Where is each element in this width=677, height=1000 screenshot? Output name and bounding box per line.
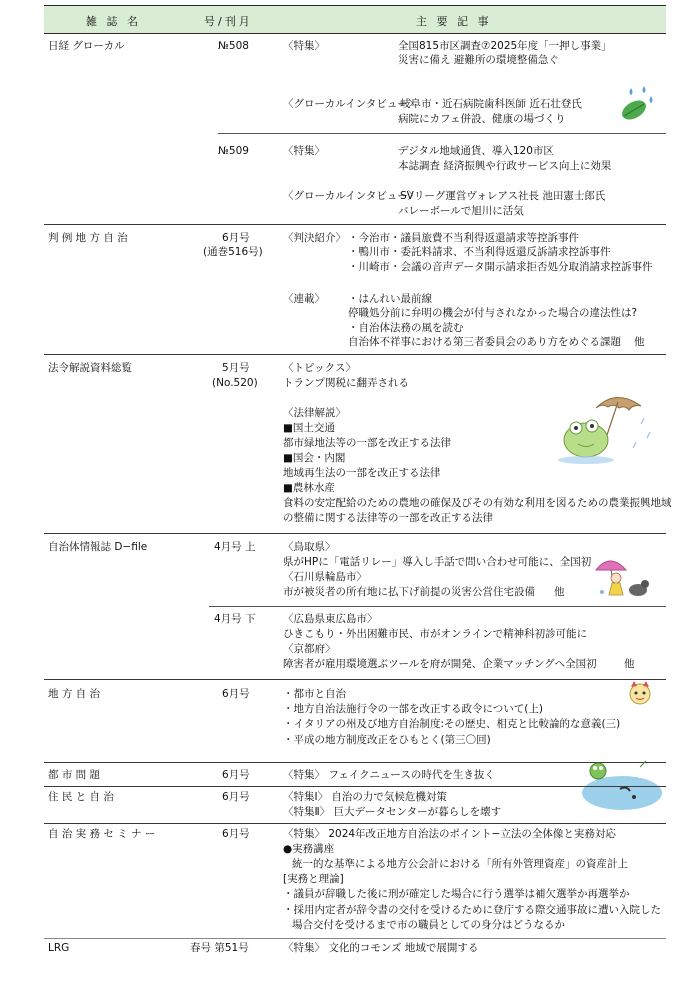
article-line: 〈特集〉 2024年改正地方自治法のポイント−立法の全体像と実務対応 <box>283 828 616 840</box>
section-divider <box>44 786 666 787</box>
header-magazine: 雑 誌 名 <box>86 15 141 28</box>
magazine-name-jumin: 住 民 と 自 治 <box>48 791 114 803</box>
article-line: ・イタリアの州及び地方自治制度:その歴史、相克と比較論的な意義(三) <box>283 718 621 730</box>
issue-jitsumu: 6月号 <box>222 828 250 840</box>
article-line: 〈特集〉 文化的コモンズ 地域で展開する <box>283 942 479 954</box>
article-line: 〈特集Ⅰ〉 自治の力で気候危機対策 <box>283 791 447 803</box>
girl-umbrella-illustration <box>592 552 654 602</box>
article-line: 岐阜市・近石病院歯科医師 近石壮登氏 <box>400 98 582 110</box>
article-tag: 〈特集〉 <box>283 145 325 157</box>
header-articles: 主 要 記 事 <box>416 15 492 28</box>
issue-hanrei-sub: (通巻516号) <box>203 246 263 258</box>
article-line: ひきこもり・外出困難市民、市がオンラインで精神科初診可能に <box>283 628 588 640</box>
article-line: 病院にカフェ併設、健康の場づくり <box>398 113 566 125</box>
issue-nikkei-509: №509 <box>218 145 249 157</box>
article-tag: 〈京都府〉 <box>283 643 336 655</box>
article-line: ・議員が辞職した後に刑が確定した場合に行う選挙は補欠選挙か再選挙か <box>283 888 630 900</box>
magazine-name-lrg: LRG <box>48 942 70 954</box>
article-tag: 〈グローカルインタビュー〉 <box>283 98 419 110</box>
issue-horei-sub: (No.520) <box>212 377 258 389</box>
article-line: デジタル地域通貨、導入120市区 <box>398 145 554 157</box>
article-line: ・鴨川市・委託料請求、不当利得返還反訴請求控訴事件 <box>348 246 611 258</box>
article-tag: 〈石川県輪島市〉 <box>283 571 367 583</box>
article-line: ・採用内定者が辞令書の交付を受けるために登庁する際交通事故に遭い入院した <box>283 904 661 916</box>
article-line: 〈特集〉 フェイクニュースの時代を生き抜く <box>283 769 495 781</box>
article-category: ■国会・内閣 <box>283 452 346 464</box>
article-line: ・地方自治法施行令の一部を改正する政令について(上) <box>283 703 543 715</box>
article-line: 市が被災者の所有地に払下げ前提の災害公営住宅設備 <box>283 586 535 598</box>
article-line: 統一的な基準による地方公会計における「所有外管理資産」の資産計上 <box>292 858 628 870</box>
article-line: ・今治市・議員旅費不当利得返還請求等控訴事件 <box>348 232 579 244</box>
issue-jumin: 6月号 <box>222 791 250 803</box>
article-line: 〈特集Ⅱ〉 巨大データセンターが暮らしを壊す <box>283 806 502 818</box>
article-category: ■国土交通 <box>283 422 335 434</box>
issue-dfile-1: 4月号 上 <box>214 541 256 553</box>
article-line: 地域再生法の一部を改正する法律 <box>283 467 441 479</box>
section-divider <box>44 823 666 824</box>
magazine-name-dfile: 自治体情報誌 D−file <box>48 541 148 553</box>
magazine-name-chiho: 地 方 自 治 <box>48 688 101 700</box>
article-category: ■農林水産 <box>283 482 335 494</box>
issue-dfile-2: 4月号 下 <box>214 613 256 625</box>
other-mark: 他 <box>554 586 565 598</box>
frog-pond-illustration <box>580 757 664 813</box>
article-line: 障害者が雇用環境選ぶツールを府が開発、企業マッチングへ全国初 <box>283 658 597 670</box>
section-divider <box>44 533 666 534</box>
section-divider <box>44 679 666 680</box>
issue-nikkei-508: №508 <box>218 40 249 52</box>
article-line: バレーボールで旭川に活気 <box>398 205 524 217</box>
section-divider <box>44 224 666 225</box>
magazine-name-horei: 法令解説資料総覧 <box>48 362 132 374</box>
section-divider <box>44 354 666 355</box>
magazine-name-nikkei: 日経 グローカル <box>48 40 125 52</box>
header-issue: 号/刊月 <box>204 15 253 28</box>
article-tag: 〈鳥取県〉 <box>283 541 336 553</box>
article-line: ・川崎市・会議の音声データ開示請求拒否処分取消請求控訴事件 <box>348 261 653 273</box>
article-line: 自治体不祥事における第三者委員会のあり方をめぐる課題 <box>348 336 621 348</box>
article-line: 都市緑地法等の一部を改正する法律 <box>283 437 451 449</box>
article-tag: 〈特集〉 <box>283 40 325 52</box>
issue-toshi: 6月号 <box>222 769 250 781</box>
footer-divider <box>44 938 666 939</box>
article-tag: 〈法律解説〉 <box>283 407 346 419</box>
other-mark: 他 <box>624 658 635 670</box>
article-line: ・はんれい最前線 <box>348 293 432 305</box>
article-tag: 〈広島県東広島市〉 <box>283 613 378 625</box>
issue-hanrei: 6月号 <box>222 232 250 244</box>
row-divider <box>209 606 666 607</box>
article-tag: 〈グローカルインタビュー〉 <box>283 190 419 202</box>
other-mark: 他 <box>634 336 645 348</box>
magazine-name-toshi: 都 市 問 題 <box>48 769 101 781</box>
magazine-name-hanrei: 判 例 地 方 自 治 <box>48 232 128 244</box>
issue-lrg: 春号 第51号 <box>190 942 249 954</box>
frog-umbrella-illustration <box>556 388 658 466</box>
article-line: 災害に備え 避難所の環境整備急ぐ <box>398 54 559 66</box>
article-tag: 〈連載〉 <box>283 293 325 305</box>
article-line: ・都市と自治 <box>283 688 346 700</box>
magazine-name-jitsumu: 自 治 実 務 セ ミ ナ ー <box>48 828 156 840</box>
article-line: 停職処分前に弁明の機会が付与されなかった場合の違法性は? <box>348 307 638 319</box>
article-category: [実務と理論] <box>283 873 344 885</box>
issue-chiho: 6月号 <box>222 688 250 700</box>
article-line: SVリーグ運営ヴォレアス社長 池田憲士郎氏 <box>400 190 606 202</box>
mascot-illustration <box>622 679 658 707</box>
row-divider <box>218 133 666 134</box>
section-divider <box>44 762 666 763</box>
issue-horei: 5月号 <box>222 362 250 374</box>
article-line: の整備に関する法律等の一部を改正する法律 <box>283 512 493 524</box>
article-line: トランプ関税に翻弄される <box>283 377 409 389</box>
article-line: 場合交付を受けるまで市の職員としての身分はどうなるか <box>292 919 565 931</box>
article-line: 全国815市区調査⑦2025年度「一押し事業」 <box>398 40 612 52</box>
rain-leaf-illustration <box>618 82 656 124</box>
article-line: 食料の安定配給のための農地の確保及びその有効な利用を図るための農業振興地域 <box>283 497 672 509</box>
article-line: 本誌調査 経済振興や行政サービス向上に効果 <box>398 160 612 172</box>
article-line: ・自治体法務の風を読む <box>348 322 464 334</box>
article-category: ●実務講座 <box>283 843 335 855</box>
article-line: ・平成の地方制度改正をひもとく(第三〇回) <box>283 734 491 746</box>
article-tag: 〈トピックス〉 <box>283 362 356 374</box>
table-header <box>44 5 666 34</box>
article-line: 県がHPに「電話リレー」導入し手話で問い合わせ可能に、全国初 <box>283 556 592 568</box>
article-tag: 〈判決紹介〉 <box>283 232 346 244</box>
